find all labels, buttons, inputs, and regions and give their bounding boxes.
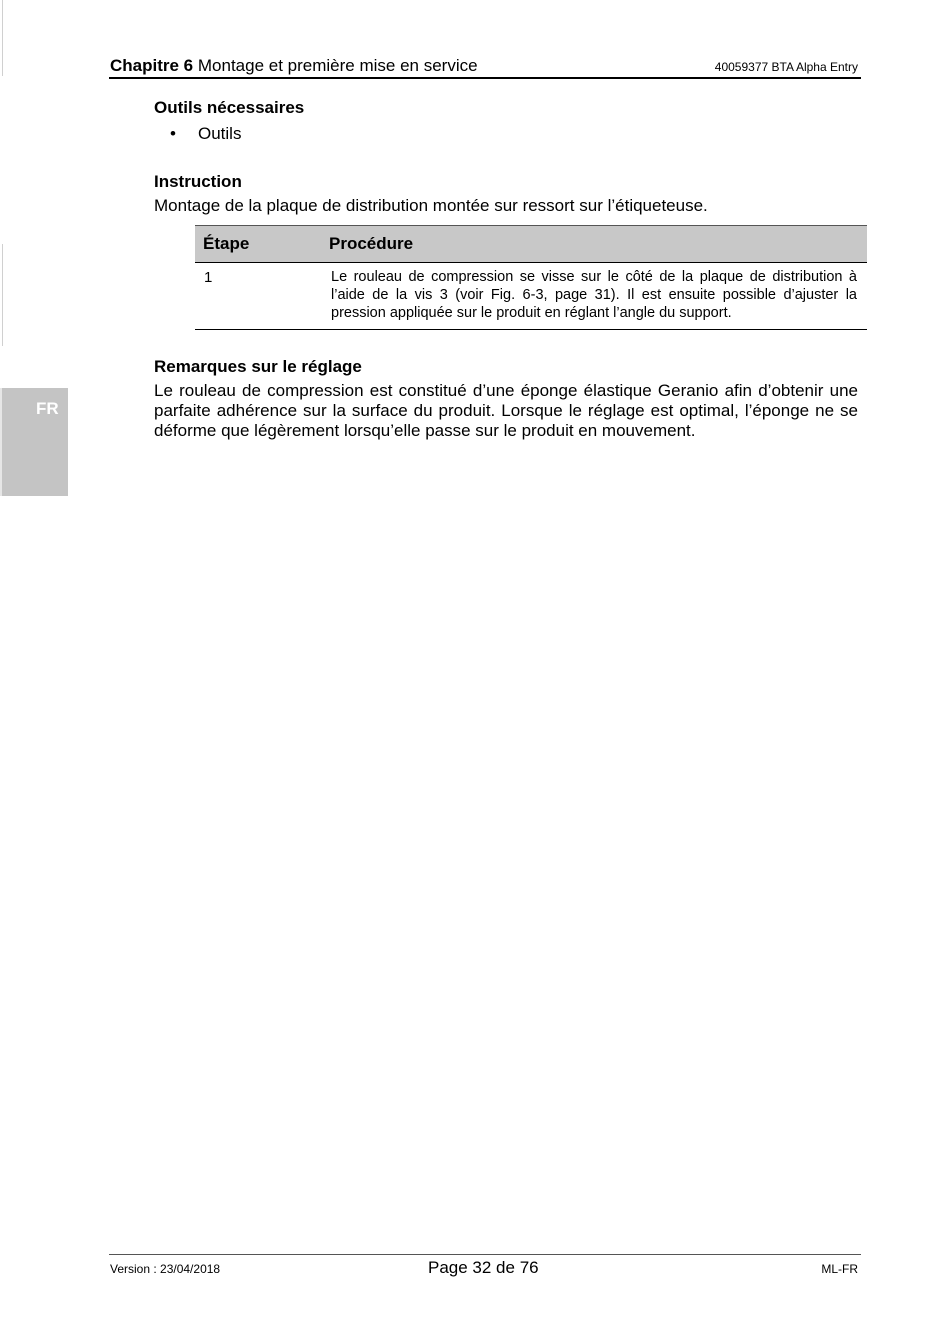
instruction-text: Montage de la plaque de distribution montée sur ressort sur l’étiqueteuse. <box>154 196 708 215</box>
list-item <box>170 124 241 144</box>
chapter-title <box>110 56 478 76</box>
column-header-step: Étape <box>203 234 250 253</box>
version-date: Version : 23/04/2018 <box>110 1262 221 1276</box>
bullet-icon: • <box>170 124 176 143</box>
procedure-text: Le rouleau de compression se visse sur le côté de la plaque de distribution à l’aide de la vis 3 (voir Fig. 6-3, page 31). Il est ensuite possible d’ajuster la pression appliquée sur le produit en réglant l’angle du support. <box>331 269 857 321</box>
table-row <box>195 263 867 330</box>
language-tab-label: FR <box>36 399 59 418</box>
table-header-row <box>195 225 867 263</box>
document-reference: 40059377 BTA Alpha Entry <box>714 60 858 74</box>
chapter-label: Chapitre 6 <box>110 56 194 75</box>
language-code: ML-FR <box>821 1262 858 1276</box>
page-number: Page 32 de 76 <box>428 1258 539 1277</box>
steps-table <box>195 225 867 330</box>
margin-edge-line <box>2 0 3 76</box>
column-header-procedure: Procédure <box>329 234 414 253</box>
language-tab <box>0 388 68 496</box>
remarks-heading: Remarques sur le réglage <box>154 357 362 376</box>
step-number: 1 <box>204 269 213 286</box>
page-header <box>109 56 861 79</box>
chapter-name: Montage et première mise en service <box>197 56 478 75</box>
remarks-text: Le rouleau de compression est constitué d’une éponge élastique Geranio afin d’obtenir une parfaite adhérence sur la surface du produit. Lorsque le réglage est optimal, l’éponge ne se déforme que légèrement lorsqu’elle passe sur le produit en mouvement. <box>154 381 858 440</box>
margin-edge-line <box>2 244 3 346</box>
instruction-heading: Instruction <box>154 172 242 191</box>
tools-heading: Outils nécessaires <box>154 98 305 117</box>
list-item-label: Outils <box>198 124 242 143</box>
page-footer <box>109 1254 861 1279</box>
